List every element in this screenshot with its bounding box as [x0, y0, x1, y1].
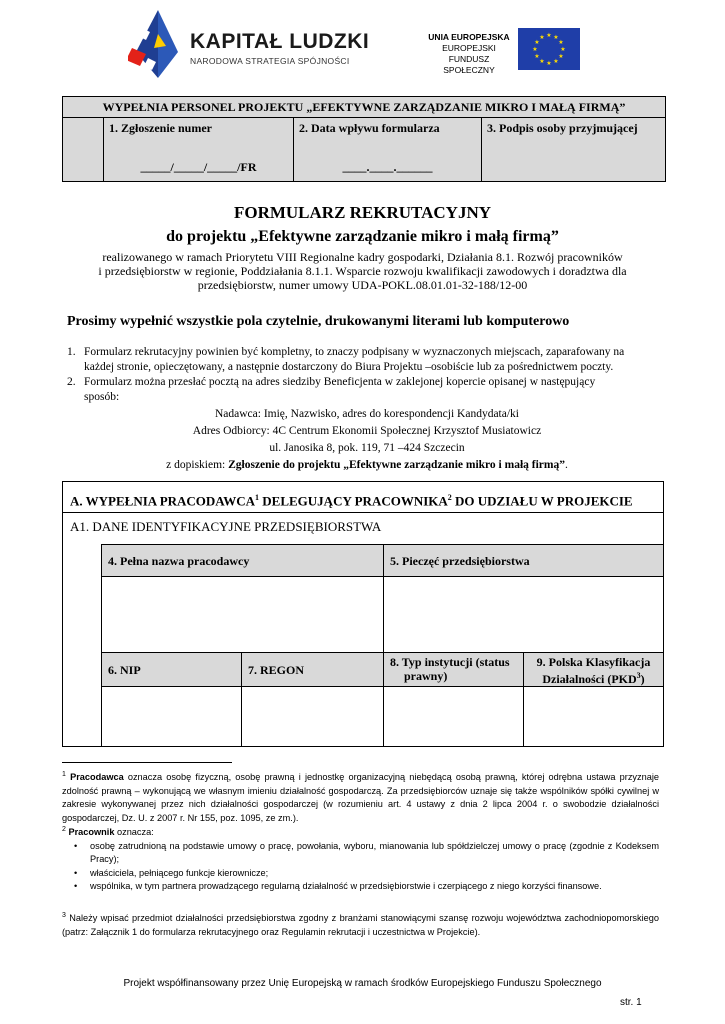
eu-label-line3: FUNDUSZ SPOŁECZNY: [443, 54, 495, 75]
footnote-ref-3: 3: [636, 671, 641, 680]
footnote-2-number: 2: [62, 826, 66, 833]
receiver-signature-field[interactable]: [482, 118, 664, 181]
nip-label: 6. NIP: [108, 663, 141, 677]
section-a1-heading: A1. DANE IDENTYFIKACYJNE PRZEDSIĘBIORSTWA: [70, 519, 382, 534]
footnote-2-text: oznacza:: [114, 827, 154, 838]
form-subtitle: [90, 250, 635, 292]
application-number-blank: _____/_____/_____/FR: [140, 160, 257, 174]
staff-table-heading: WYPEŁNIA PERSONEL PROJEKTU „EFEKTYWNE ZARZĄDZANIE MIKRO I MAŁĄ FIRMĄ”: [63, 97, 665, 118]
address-street: ul. Janosika 8, pok. 119, 71 –424 Szczecin: [269, 442, 465, 454]
footnote-2-bullet: • wspólnika, w tym partnera prowadzącego regularną działalność w przedsiębiorstwie i czerpiącego z niego korzyści finansowe.: [62, 880, 659, 894]
instruction-number: 1.: [67, 346, 76, 358]
instruction-text: każdej stronie, opieczętowany, a następnie dostarczony do Biura Projektu –osobiście lub za pośrednictwem poczty.: [84, 361, 614, 373]
svg-text:★: ★: [558, 53, 564, 60]
footnote-1-number: 1: [62, 771, 66, 778]
employer-name-label: 4. Pełna nazwa pracodawcy: [108, 554, 250, 568]
institution-type-header: [383, 652, 523, 686]
address-note-suffix: .: [564, 459, 568, 471]
footnote-separator: [62, 762, 232, 763]
page-footer: Projekt współfinansowany przez Unię Europejską w ramach środków Europejskiego Funduszu Społecznego: [123, 978, 602, 989]
fill-request: Prosimy wypełnić wszystkie pola czytelnie, drukowanymi literami lub komputerowo: [67, 314, 570, 329]
instruction-number: 2.: [67, 376, 76, 388]
instruction-text: Formularz rekrutacyjny powinien być kompletny, to znaczy podpisany w wyznaczonych miejscach, zaparafowany na: [84, 346, 625, 358]
kapital-ludzki-subtitle: NARODOWA STRATEGIA SPÓJNOŚCI: [190, 56, 350, 66]
footnote-3-text: Należy wpisać przedmiot działalności przedsiębiorstwa zgodny z branżami stanowiącymi szansę rozwoju województwa zachodniopomorskiego (patrz: Załącznik 1 do formularza rekrutacyjnego oraz Regulamin rekrutacji i uczestnictwa w Projekcie).: [62, 913, 659, 937]
footnote-2-bullet: • osobę zatrudnioną na podstawie umowy o pracę, powołania, wyboru, mianowania lub spółdzielczej umowy o pracę (zgodnie z Kodeksem Pracy);: [62, 840, 659, 867]
svg-text:★: ★: [558, 39, 564, 46]
employer-name-header: [101, 544, 383, 576]
receipt-date-blank: ____.____.______: [342, 160, 433, 174]
pkd-label-close: ): [640, 672, 645, 686]
form-subtitle-line2: i przedsiębiorstw w regionie, Poddziałania 8.1.1. Wsparcie rozwoju kwalifikacji zawodowych i doradztwa dla: [98, 264, 627, 278]
form-project-title: do projektu „Efektywne zarządzanie mikro i małą firmą”: [166, 228, 559, 245]
svg-text:★: ★: [560, 46, 566, 53]
regon-header: [241, 652, 383, 686]
footnote-1-text: oznacza osobę fizyczną, osobę prawną i jednostkę organizacyjną niebędącą osobą prawną, której odrębna ustawa przyznaje zdolność prawną – wykonującą we własnym imieniu działalność gospodarczą. Za przedsiębiorców uznaje się także wspólników spółki cywilnej w zakresie wykonywanej przez nich działalności gospodarczej (w rozumieniu art. 4 ustawy z dnia 2 lipca 2004 r. o swobodzie działalności gospodarczej, Dz. U. z 2007 r. Nr 155, poz. 1095, ze zm.).: [62, 772, 659, 823]
staff-table-row: [63, 118, 665, 181]
nip-header: [101, 652, 241, 686]
regon-input[interactable]: [241, 686, 383, 747]
pkd-header: [523, 652, 663, 686]
svg-text:★: ★: [546, 60, 552, 67]
staff-table: [62, 96, 666, 182]
footnote-3: [62, 909, 659, 939]
eu-label-line2: EUROPEJSKI: [442, 43, 496, 53]
form-subtitle-line3: przedsiębiorstw, numer umowy UDA-POKL.08.01.01-32-188/12-00: [197, 278, 528, 292]
svg-text:★: ★: [553, 58, 559, 65]
svg-text:★: ★: [534, 53, 540, 60]
pkd-label-text: Działalności (PKD: [542, 672, 637, 686]
envelope-address: [67, 406, 667, 474]
staff-table-spacer: [63, 118, 104, 181]
footnote-1: [62, 768, 659, 825]
application-number-field[interactable]: [104, 118, 294, 181]
kapital-ludzki-title: KAPITAŁ LUDZKI: [190, 30, 370, 53]
address-note-bold: Zgłoszenie do projektu „Efektywne zarządzanie mikro i małą firmą”: [228, 459, 565, 471]
svg-text:★: ★: [546, 32, 552, 39]
application-number-label: 1. Zgłoszenie numer: [109, 121, 212, 135]
page-number: str. 1: [620, 997, 642, 1008]
section-a-heading-part: DELEGUJĄCY PRACOWNIKA: [259, 493, 448, 509]
regon-label: 7. REGON: [248, 663, 305, 677]
svg-text:★: ★: [553, 34, 559, 41]
footnote-2-bullet: • właściciela, pełniącego funkcje kierownicze;: [62, 867, 659, 881]
section-a-heading-part: DO UDZIAŁU W PROJEKCIE: [451, 493, 633, 509]
pkd-label-cont: [530, 669, 657, 686]
footnote-3-number: 3: [62, 912, 66, 919]
eu-flag-icon: [518, 28, 580, 70]
company-data-grid: [101, 544, 663, 747]
footnote-2-intro: [62, 823, 659, 840]
institution-type-label: 8. Typ instytucji (status: [390, 655, 510, 669]
instruction-text: Formularz można przesłać pocztą na adres siedziby Beneficjenta w zaklejonej kopercie opisanej w następujący: [84, 376, 596, 388]
address-note: [67, 457, 667, 474]
receipt-date-label: 2. Data wpływu formularza: [299, 121, 440, 135]
footnote-2: [62, 823, 659, 894]
pkd-label: 9. Polska Klasyfikacja: [536, 655, 651, 669]
svg-text:★: ★: [534, 39, 540, 46]
footnote-ref-1: 1: [255, 493, 260, 502]
instruction-item: [67, 345, 667, 375]
svg-text:★: ★: [532, 46, 538, 53]
footnote-2-term: Pracownik: [68, 827, 115, 838]
receiver-signature-label: 3. Podpis osoby przyjmującej: [487, 121, 638, 135]
eu-label-line1: UNIA EUROPEJSKA: [428, 32, 510, 42]
eu-label: [425, 32, 513, 76]
address-recipient: Adres Odbiorcy: 4C Centrum Ekonomii Społecznej Krzysztof Musiatowicz: [192, 425, 542, 437]
company-stamp-area[interactable]: [383, 576, 663, 652]
section-a-heading: [63, 482, 663, 513]
instruction-text: sposób:: [84, 391, 120, 403]
employer-name-input[interactable]: [101, 576, 383, 652]
footnote-1-term: Pracodawca: [70, 772, 124, 783]
svg-text:★: ★: [539, 58, 545, 65]
instruction-item: [67, 375, 667, 405]
institution-type-label-cont: prawny): [404, 669, 448, 683]
nip-input[interactable]: [101, 686, 241, 747]
svg-text:★: ★: [539, 34, 545, 41]
instructions-list: [67, 345, 667, 474]
pkd-input[interactable]: [523, 686, 663, 747]
footnote-ref-2: 2: [447, 493, 452, 502]
company-stamp-header: [383, 544, 663, 576]
section-a-heading-part: A. WYPEŁNIA PRACODAWCA: [70, 493, 256, 509]
address-note-prefix: z dopiskiem:: [166, 459, 229, 471]
institution-type-input[interactable]: [383, 686, 523, 747]
form-subtitle-line1: realizowanego w ramach Priorytetu VIII Regionalne kadry gospodarki, Działania 8.1. Rozwój pracowników: [102, 250, 623, 264]
receipt-date-field[interactable]: [294, 118, 482, 181]
company-stamp-label: 5. Pieczęć przedsiębiorstwa: [390, 554, 530, 568]
form-title: FORMULARZ REKRUTACYJNY: [233, 203, 492, 222]
address-sender: Nadawca: Imię, Nazwisko, adres do korespondencji Kandydata/ki: [214, 408, 519, 420]
kapital-ludzki-emblem: [128, 8, 188, 80]
section-a: [62, 481, 664, 747]
